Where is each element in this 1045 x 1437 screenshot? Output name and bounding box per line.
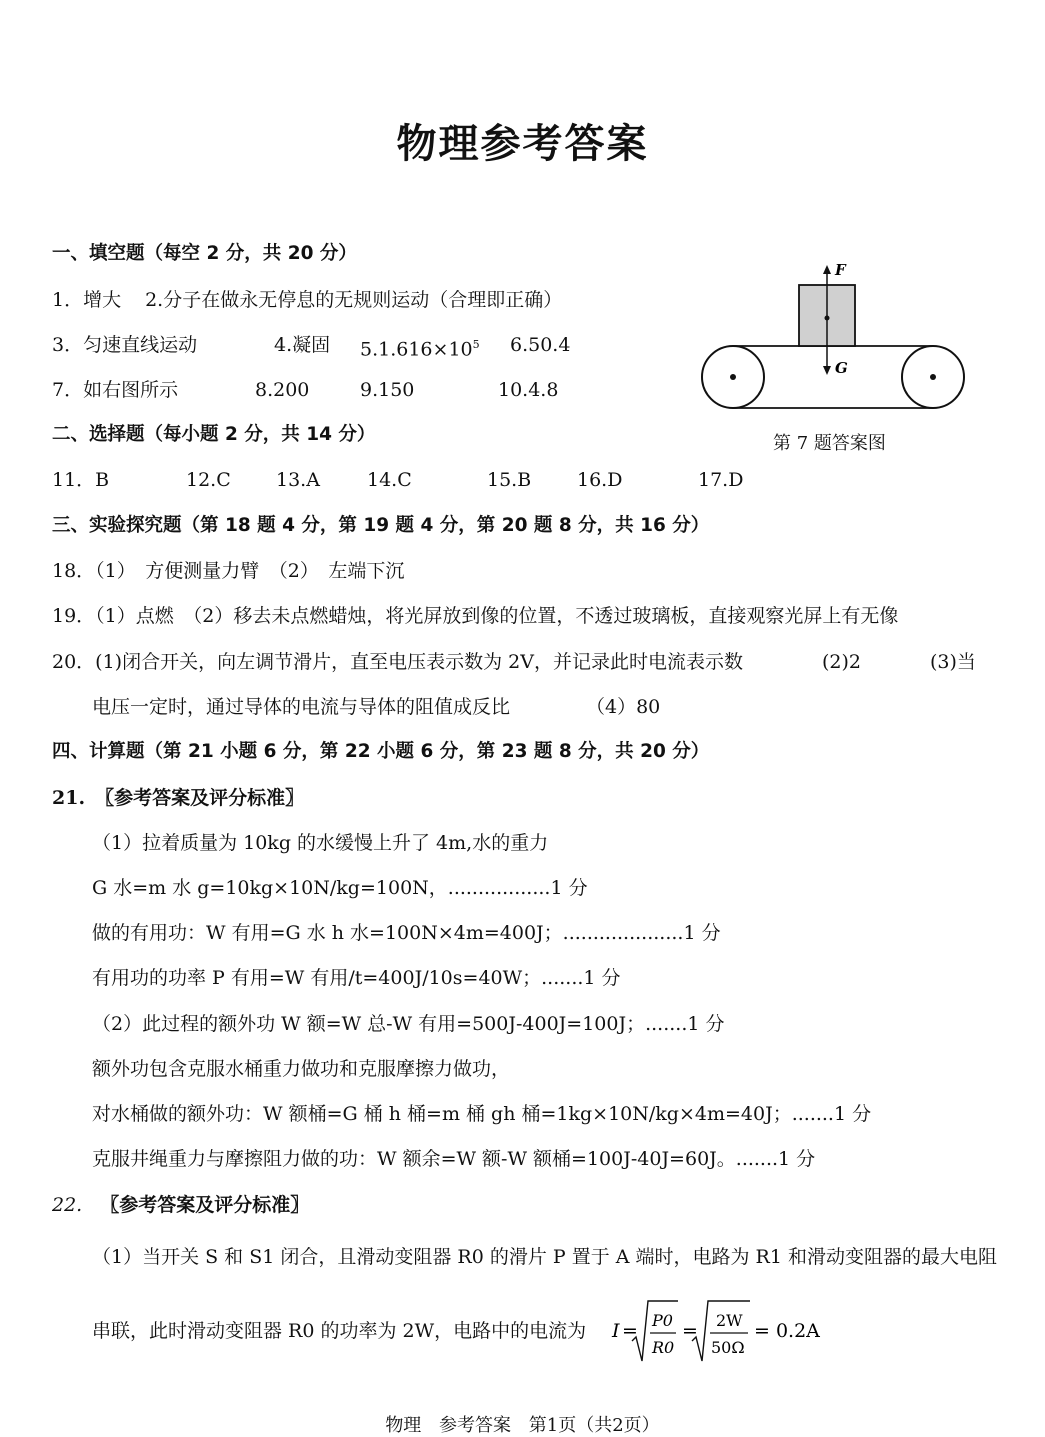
answer-q6: 6.50.4 [510,334,571,356]
answer-q16: 16.D [577,469,623,491]
section-fill-heading: 一、填空题（每空 2 分，共 20 分） [52,243,357,264]
answer-q20-line2 [92,695,692,719]
formula-result: = 0.2A [754,1320,820,1342]
q21-line6: 额外功包含克服水桶重力做功和克服摩擦力做功， [92,1058,511,1080]
q22-heading [52,1193,309,1217]
page-title: 物理参考答案 [396,120,649,167]
footer-subject: 物理 [385,1415,422,1436]
fill-row-3 [52,378,652,402]
section-choice-heading: 二、选择题（每小题 2 分，共 14 分） [52,424,376,445]
q22-title: 〖参考答案及评分标准〗 [100,1194,310,1216]
fill-row-2 [52,333,571,361]
formula-eq2: = [682,1320,698,1342]
answer-q7: 7．如右图所示 [52,379,179,401]
conveyor-belt-figure [695,258,975,418]
answer-q12: 12.C [186,469,231,491]
figure-caption: 第 7 题答案图 [773,433,886,454]
answer-q13: 13.A [276,469,320,491]
answer-q20-part1: 20．(1)闭合开关，向左调节滑片，直至电压表示数为 2V，并记录此时电流表示数 [52,651,743,673]
choice-row [52,468,772,492]
answer-q3: 3．匀速直线运动 [52,334,198,356]
answer-q11: 11．B [52,469,110,491]
q21-line4: 有用功的功率 P 有用=W 有用/t=400J/10s=40W；.......1 分 [92,967,621,989]
footer-page-number: 第1页（共2页） [528,1415,660,1436]
formula-num1: P0 [652,1311,673,1330]
q22-line2: 串联，此时滑动变阻器 R0 的功率为 2W，电路中的电流为 [92,1320,587,1342]
q21-heading [52,786,304,810]
q21-line1: （1）拉着质量为 10kg 的水缓慢上升了 4m,水的重力 [92,832,549,854]
q22-line1: （1）当开关 S 和 S1 闭合，且滑动变阻器 R0 的滑片 P 置于 A 端时，电路为 R1 和滑动变阻器的最大电阻 [92,1246,997,1268]
formula-lhs: I [612,1320,620,1342]
answer-q15: 15.B [487,469,532,491]
fill-row-1 [52,288,562,312]
answer-q8: 8.200 [255,379,310,401]
answer-q4: 4.凝固 [274,334,331,356]
q21-line2: G 水=m 水 g=10kg×10N/kg=100N，.................1 分 [92,877,588,899]
formula-num2: 2W [716,1311,743,1330]
answer-q20-part3: (3)当 [930,651,976,673]
answer-q17: 17.D [698,469,744,491]
answer-q20-line1 [52,650,992,674]
section-experiment-heading: 三、实验探究题（第 18 题 4 分，第 19 题 4 分，第 20 题 8 分，共 16 分） [52,515,710,536]
answer-q14: 14.C [367,469,412,491]
formula-den2: 50Ω [711,1338,745,1357]
answer-q20-part4: （4）80 [586,696,661,718]
current-formula [612,1297,820,1367]
q21-line8: 克服井绳重力与摩擦阻力做的功：W 额余=W 额-W 额桶=100J-40J=60J。.......1 分 [92,1148,816,1170]
answer-q5: $5.1.616\times 10^5$ [360,338,480,361]
q21-number: 21. [52,787,86,809]
answer-q20-part2: (2)2 [822,651,862,673]
formula-eq: = [622,1320,638,1342]
answer-q9: 9.150 [360,379,415,401]
q21-line5: （2）此过程的额外功 W 额=W 总-W 有用=500J-400J=100J；.......1 分 [92,1013,725,1035]
page-footer [0,1411,1045,1437]
answer-q18: 18．（1） 方便测量力臂 （2） 左端下沉 [52,560,405,582]
answer-q10: 10.4.8 [498,379,559,401]
answer-q19: 19．（1）点燃 （2）移去未点燃蜡烛，将光屏放到像的位置，不透过玻璃板，直接观察光屏上有无像 [52,605,899,627]
q21-title: 〖参考答案及评分标准〗 [95,787,305,809]
answer-q2: 2.分子在做永无停息的无规则运动（合理即正确） [145,289,563,311]
answer-q1: 1．增大 [52,289,122,311]
q22-number: 22. [52,1194,83,1216]
footer-kind: 参考答案 [439,1415,512,1436]
section-calc-heading: 四、计算题（第 21 小题 6 分，第 22 小题 6 分，第 23 题 8 分，共 20 分） [52,741,710,762]
force-label-f: F [835,261,846,279]
answer-q20-conclusion: 电压一定时，通过导体的电流与导体的阻值成反比 [92,696,511,718]
force-label-g: G [835,359,848,377]
q21-line7: 对水桶做的额外功：W 额桶=G 桶 h 桶=m 桶 gh 桶=1kg×10N/kg×4m=40J；.......1 分 [92,1103,872,1125]
q21-line3: 做的有用功：W 有用=G 水 h 水=100N×4m=400J；....................1 分 [92,922,721,944]
formula-den1: R0 [652,1338,675,1357]
